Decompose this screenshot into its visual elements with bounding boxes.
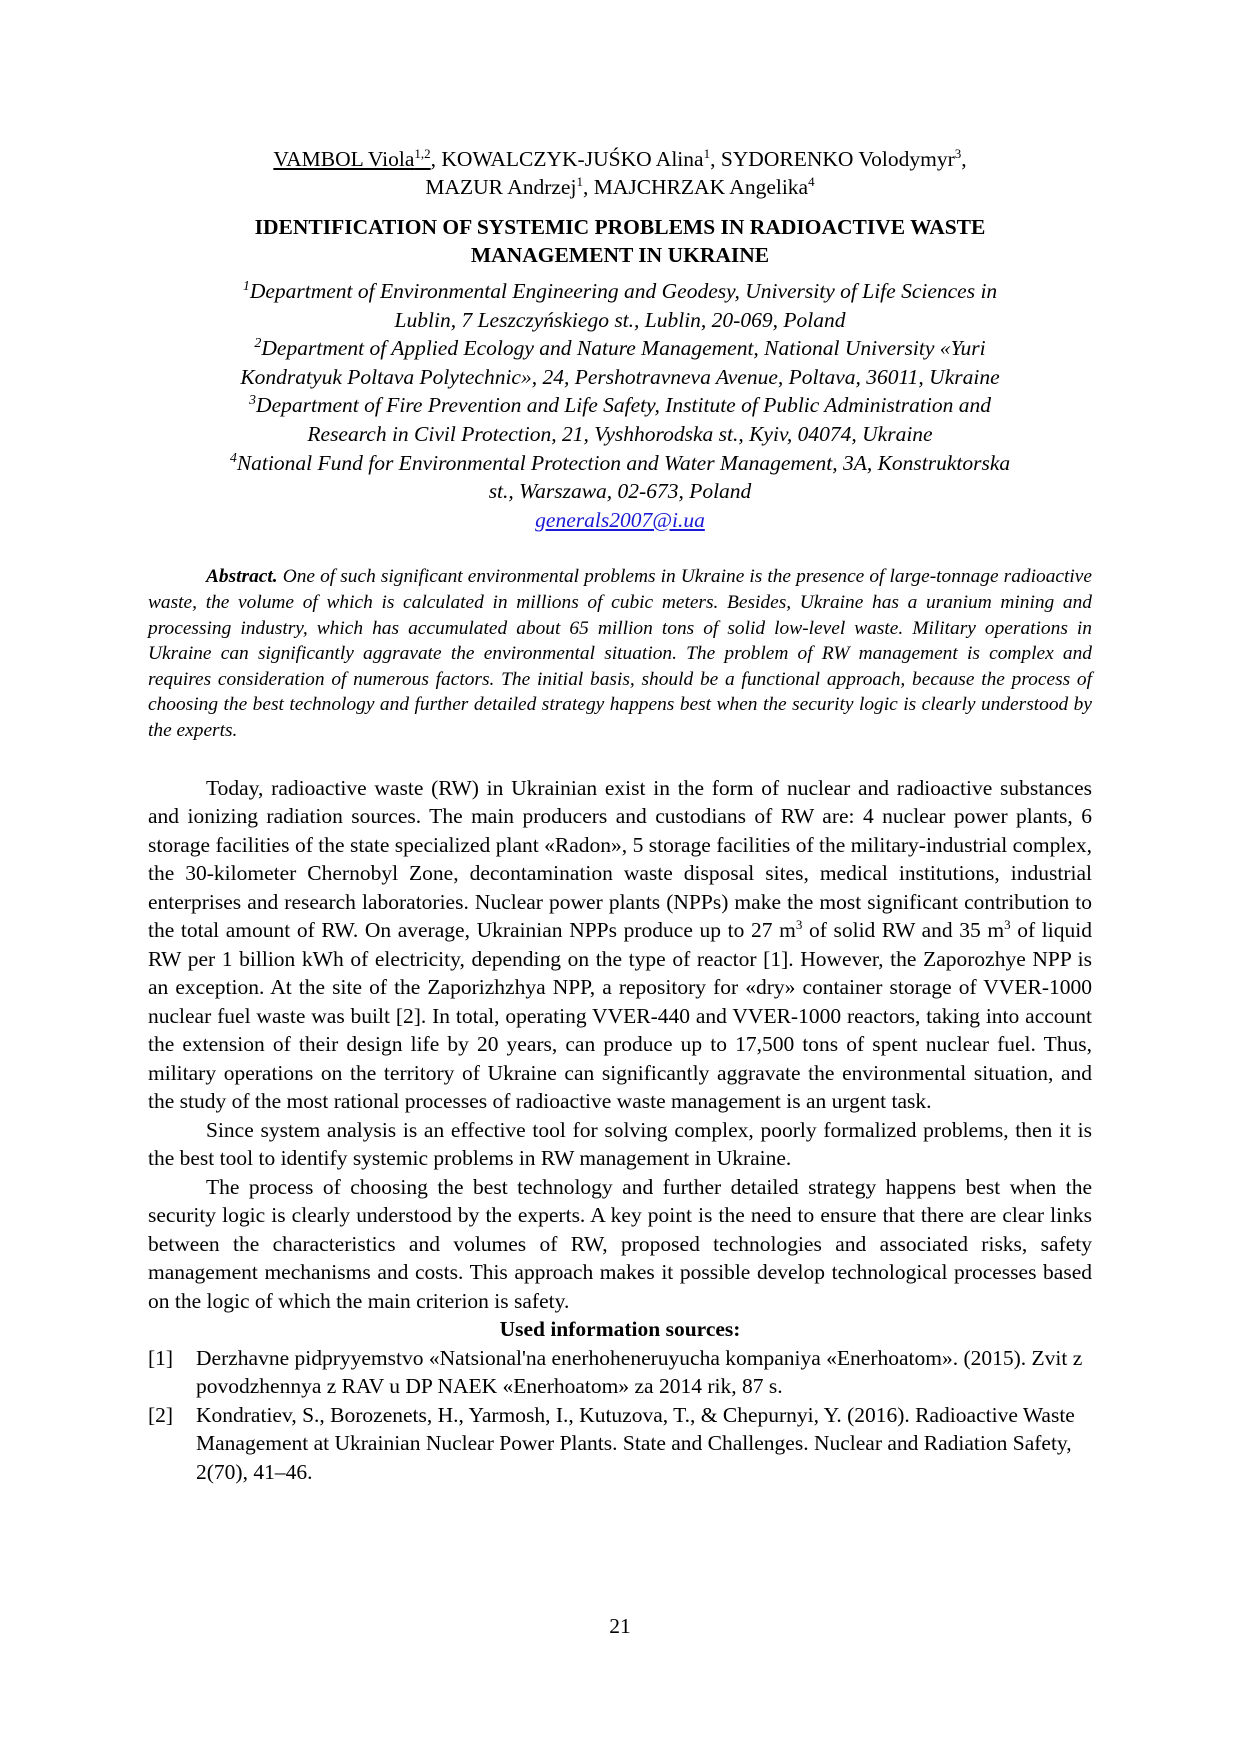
affiliation-text: Department of Environmental Engineering and Geodesy, University of Life Sciences in bbox=[249, 279, 998, 303]
affiliation-sup: 3 bbox=[249, 393, 257, 409]
reference-number: [2] bbox=[148, 1402, 174, 1427]
references-heading: Used information sources: bbox=[499, 1317, 741, 1341]
author-sup: 1,2 bbox=[414, 145, 431, 161]
author-sydorenko: , SYDORENKO Volodymyr bbox=[710, 147, 955, 171]
title-line-1: IDENTIFICATION OF SYSTEMIC PROBLEMS IN RADIOACTIVE WASTE bbox=[254, 215, 986, 239]
paragraph-3: The process of choosing the best technology and further detailed strategy happens best when the security logic is clearly understood by the experts. A key point is the need to ensure that there are clear links between the characteristics and volumes of RW, proposed technologies and associated risks, safety management mechanisms and costs. This approach makes it possible develop technological processes based on the logic of which the main criterion is safety. bbox=[148, 1174, 1092, 1313]
paper-title bbox=[148, 213, 1092, 269]
author-list bbox=[148, 145, 1092, 201]
affiliation-sup: 2 bbox=[254, 336, 262, 352]
author-name: VAMBOL Viola bbox=[273, 147, 415, 171]
affiliation-line: Lublin, 7 Leszczyńskiego st., Lublin, 20-069, Poland bbox=[394, 307, 846, 332]
affiliation-line bbox=[148, 391, 1092, 420]
affiliation-line bbox=[148, 449, 1092, 478]
body-text bbox=[148, 774, 1092, 1316]
affiliation-list bbox=[148, 277, 1092, 534]
title-line-2: MANAGEMENT IN UKRAINE bbox=[470, 243, 770, 267]
affiliation-text: Department of Applied Ecology and Nature Management, National University «Yuri bbox=[261, 336, 986, 361]
author-separator: , bbox=[961, 147, 967, 171]
paragraph-text: Today, radioactive waste (RW) in Ukrainian exist in the form of nuclear and radioactive substances and ionizing radiation sources. The main producers and custodians of RW are: 4 nuclear power plants, 6 storage facilities of the state specialized plant «Radon», 5 storage facilities of the military-industrial complex, the 30-kilometer Chernobyl Zone, decontamination waste disposal sites, medical institutions, industrial enterprises and research laboratories. Nuclear power plants (NPPs) make the most significant contribution to the total amount of RW. On average, Ukrainian NPPs produce up to 27 m bbox=[148, 775, 1092, 942]
email-link[interactable]: generals2007@i.ua bbox=[535, 507, 705, 532]
reference-number: [1] bbox=[148, 1345, 174, 1370]
abstract-label: Abstract. bbox=[206, 566, 278, 588]
reference-item bbox=[148, 1401, 1092, 1487]
affiliation-1 bbox=[148, 277, 1092, 334]
author-sup: 1 bbox=[703, 145, 711, 161]
author-vambol bbox=[273, 147, 430, 171]
paper-page bbox=[148, 145, 1092, 1486]
affiliation-line bbox=[148, 334, 1092, 363]
author-sup: 1 bbox=[576, 173, 583, 189]
affiliation-3 bbox=[148, 391, 1092, 448]
paragraph-1 bbox=[148, 774, 1092, 1116]
author-sup: 4 bbox=[808, 173, 815, 189]
superscript: 3 bbox=[1004, 916, 1011, 932]
affiliation-text: Department of Fire Prevention and Life Safety, Institute of Public Administration and bbox=[256, 393, 991, 418]
affiliation-4 bbox=[148, 449, 1092, 506]
author-majchrzak: , MAJCHRZAK Angelika bbox=[582, 175, 809, 199]
affiliation-sup: 4 bbox=[229, 450, 237, 466]
superscript: 3 bbox=[795, 916, 803, 932]
author-sup: 3 bbox=[954, 145, 962, 161]
email-line bbox=[148, 506, 1092, 535]
affiliation-text: National Fund for Environmental Protection and Water Management, 3A, Konstruktorska bbox=[236, 450, 1011, 475]
author-line-1 bbox=[148, 145, 1092, 173]
paragraph-2: Since system analysis is an effective tool for solving complex, poorly formalized problems, then it is the best tool to identify systemic problems in RW management in Ukraine. bbox=[148, 1117, 1092, 1170]
reference-item bbox=[148, 1344, 1092, 1401]
reference-text: Kondratiev, S., Borozenets, H., Yarmosh, I., Kutuzova, T., & Chepurnyi, Y. (2016). Radioactive Waste Management at Ukrainian Nuclear Power Plants. State and Challenges. Nuclear and Radiation Safety, 2(70), 41–46. bbox=[196, 1402, 1075, 1484]
affiliation-line: Research in Civil Protection, 21, Vyshhorodska st., Kyiv, 04074, Ukraine bbox=[307, 421, 933, 446]
author-kowalczyk: , KOWALCZYK-JUŚKO Alina bbox=[430, 147, 704, 171]
abstract bbox=[148, 564, 1092, 743]
affiliation-line: Kondratyuk Poltava Polytechnic», 24, Pershotravneva Avenue, Poltava, 36011, Ukraine bbox=[240, 364, 1000, 389]
author-mazur: MAZUR Andrzej bbox=[425, 175, 577, 199]
reference-text: Derzhavne pidpryyemstvo «Natsional'na enerhoheneruyucha kompaniya «Enerhoatom». (2015). Zvit z povodzhennya z RAV u DP NAEK «Enerhoatom» za 2014 rik, 87 s. bbox=[196, 1345, 1083, 1398]
affiliation-line: st., Warszawa, 02-673, Poland bbox=[488, 479, 752, 504]
page-number: 21 bbox=[609, 1614, 631, 1638]
affiliation-line bbox=[148, 277, 1092, 306]
author-line-2 bbox=[148, 173, 1092, 201]
affiliation-2 bbox=[148, 334, 1092, 391]
abstract-text: One of such significant environmental problems in Ukraine is the presence of large-tonnage radioactive waste, the volume of which is calculated in millions of cubic meters. Besides, Ukraine has a uranium mining and processing industry, which has accumulated about 65 million tons of solid low-level waste. Military operations in Ukraine can significantly aggravate the environmental situation. The problem of RW management is complex and requires consideration of numerous factors. The initial basis, should be a functional approach, because the process of choosing the best technology and further detailed strategy happens best when the security logic is clearly understood by the experts. bbox=[148, 566, 1092, 741]
paragraph-text: of solid RW and 35 m bbox=[802, 918, 1005, 942]
affiliation-sup: 1 bbox=[242, 278, 250, 294]
paragraph-text: of liquid RW per 1 billion kWh of electricity, depending on the type of reactor [1]. However, the Zaporozhye NPP is an exception. At the site of the Zaporizhzhya NPP, a repository for «dry» container storage of VVER-1000 nuclear fuel waste was built [2]. In total, operating VVER-440 and VVER-1000 reactors, taking into account the extension of their design life by 20 years, can produce up to 17,500 tons of spent nuclear fuel. Thus, military operations on the territory of Ukraine can significantly aggravate the environmental situation, and the study of the most rational processes of radioactive waste management is an urgent task. bbox=[148, 918, 1092, 1113]
references bbox=[148, 1315, 1092, 1486]
